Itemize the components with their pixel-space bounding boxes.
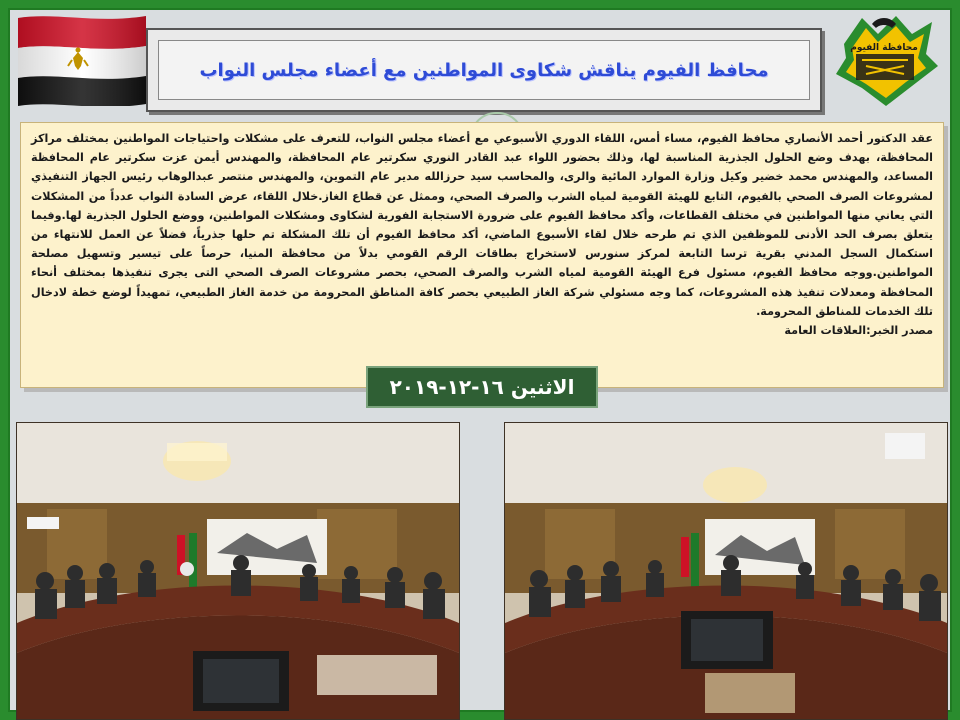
- logo-text: محافظة الفيوم: [850, 43, 918, 53]
- article-paragraph: عقد الدكتور أحمد الأنصاري محافظ الفيوم، مساء أمس، اللقاء الدوري الأسبوعي مع أعضاء مجلس النواب، للتعرف على مشكلات واحتياجات المواطنين بمختلف مراكز المحافظة، بهدف وضع الحلول الجذرية المناسبة لها، وذلك بحضور اللواء عبد القادر النوري سكرتير عام المحافظة، والمهندس أيمن عزت سكرتير عام المحافظة المساعد، والمهندس محمد خضير وكيل وزارة الموارد المائية والرى، والمحاسب سيد حرزالله مدير عام التموين، والمهندس منتصر عبدالوهاب رئيس الجهاز التنفيذي لمشروعات الصرف الصحي بالفيوم، التابع للهيئة القومية لمياه الشرب والصرف الصحي، وممثل عن قطاع الغاز.خلال اللقاء، عرض السادة النواب عدداً من المشكلات التي يعاني منها المواطنين في مختلف القطاعات، وأكد محافظ الفيوم على ضرورة الاستجابة الفورية لشكاوى ومشكلات المواطنين، ووضع الحلول الجذرية لها.وفيما يتعلق بصرف الحد الأدنى للموظفين الذي تم طرحه خلال لقاء الأسبوع الماضي، أكد محافظ الفيوم أن تلك المشكلة تم حلها جذرياً، فضلاً عن العمل للانتهاء من استكمال السجل المدني بقرية ترسا التابعة لمركز سنورس لاستخراج بطاقات الرقم القومي بدلاً من محافظة المنيا، حرصاً على تيسير وتسهيل مصلحة المواطنين.ووجه محافظ الفيوم، مسئول فرع الهيئة القومية لمياه الشرب والصرف الصحي، بحصر مشروعات الصرف الصحي التى يجرى تنفيذها بمختلف أنحاء المحافظة ومعدلات تنفيذ هذه المشروعات، كما وجه مسئولي شركة الغاز الطبيعي بحصر كافة المناطق المحرومة من خدمة الغاز الطبيعي، تمهيداً لوضع خطة لادخال تلك الخدمات للمناطق المحرومة.: [31, 132, 933, 318]
- page-frame: [8, 8, 952, 712]
- title-inner-frame: [158, 40, 810, 100]
- article-box: [20, 122, 944, 388]
- egypt-flag: [16, 12, 148, 106]
- news-source: مصدر الخبر:العلاقات العامة: [784, 324, 933, 338]
- page-title: محافظ الفيوم يناقش شكاوى المواطنين مع أعضاء مجلس النواب: [199, 59, 769, 81]
- date-banner: [366, 366, 598, 408]
- meeting-photo-left: [16, 422, 460, 720]
- date-text: الاثنين ١٦-١٢-٢٠١٩: [389, 375, 575, 399]
- meeting-photo-right: [504, 422, 948, 720]
- fayoum-logo: [826, 14, 944, 110]
- title-frame: [146, 28, 822, 112]
